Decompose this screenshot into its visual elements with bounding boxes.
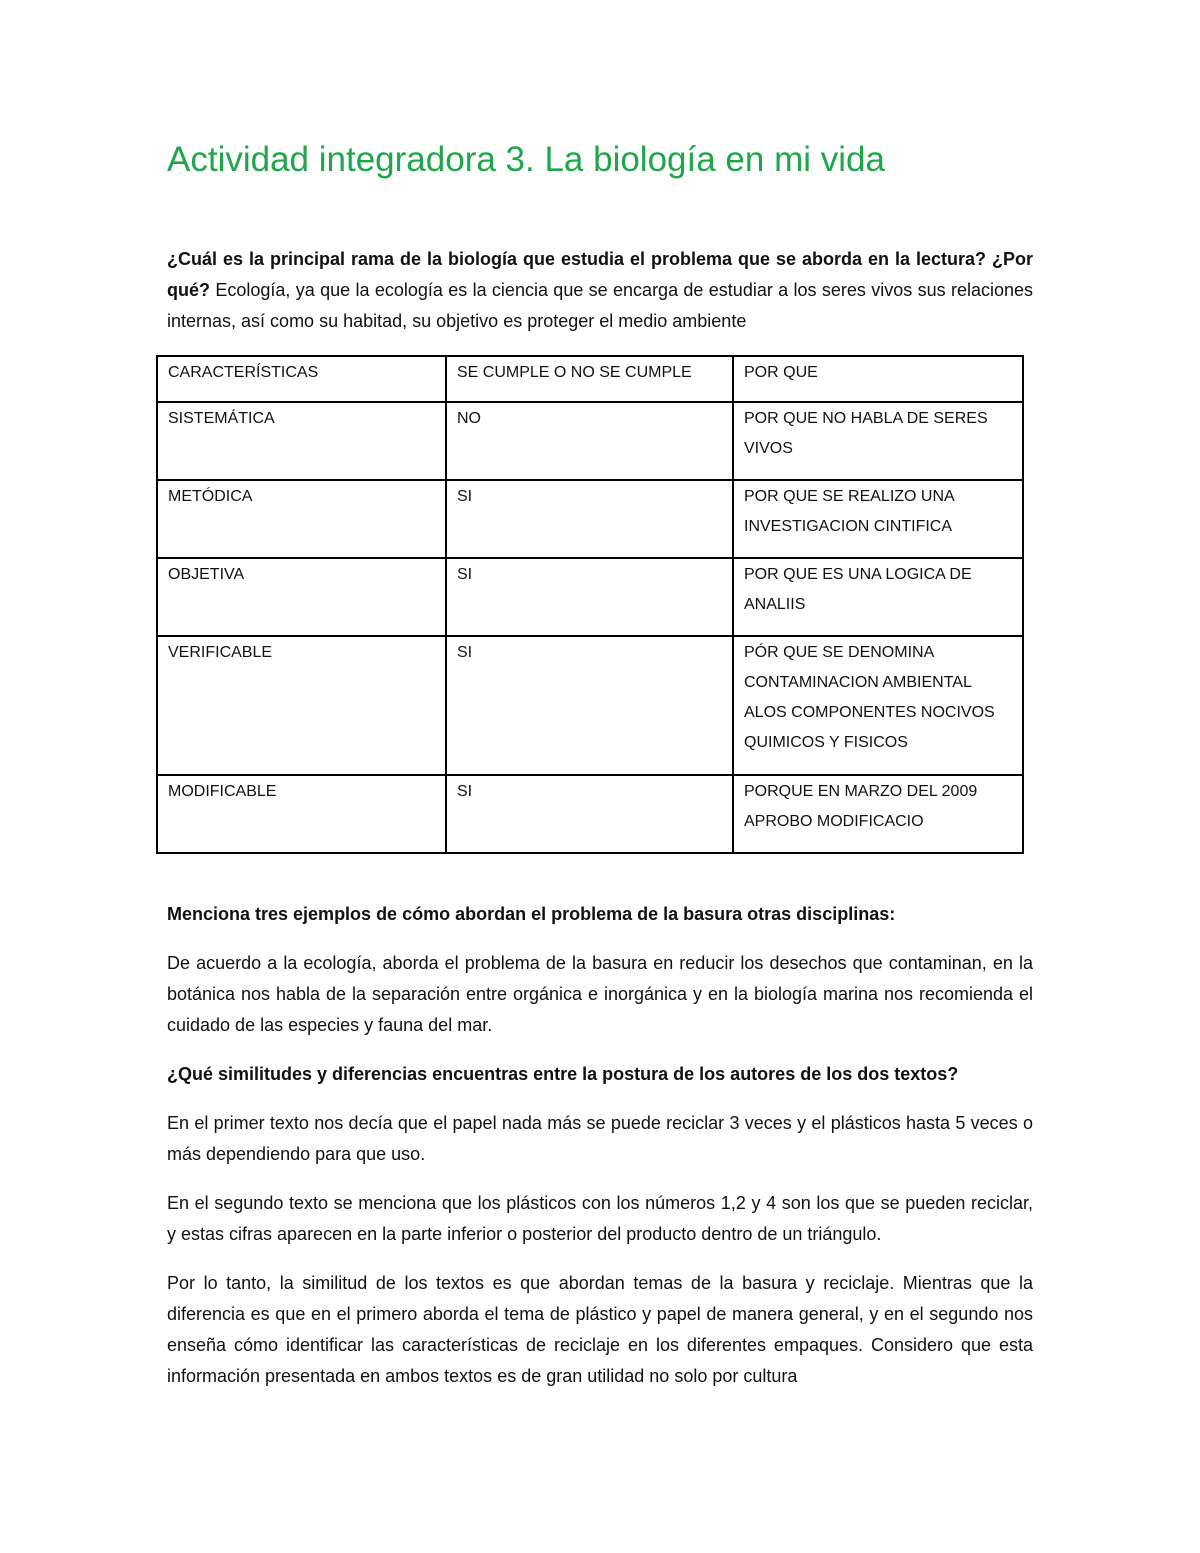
table-header-cell: CARACTERÍSTICAS <box>157 356 446 402</box>
section1-answer: De acuerdo a la ecología, aborda el problema de la basura en reducir los desechos que contaminan, en la botánica nos habla de la separación entre orgánica e inorgánica y en la biología marina nos recomienda el cuidado de las especies y fauna del mar. <box>167 953 1033 1035</box>
section2-paragraph-3: Por lo tanto, la similitud de los textos es que abordan temas de la basura y reciclaje. Mientras que la diferencia es que en el primero aborda el tema de plástico y papel de manera general, y en el segundo nos enseña cómo identificar las características de reciclaje en los diferentes empaques. Considero que esta información presentada en ambos textos es de gran utilidad no solo por cultura <box>167 1273 1033 1386</box>
section2-paragraph-1: En el primer texto nos decía que el papel nada más se puede reciclar 3 veces y el plásticos hasta 5 veces o más dependiendo para que uso. <box>167 1113 1033 1164</box>
section2-question: ¿Qué similitudes y diferencias encuentras entre la postura de los autores de los dos textos? <box>167 1064 959 1084</box>
table-cell: SISTEMÁTICA <box>157 402 446 480</box>
intro-paragraph <box>167 244 1033 337</box>
table-row <box>157 402 1023 480</box>
characteristics-table <box>156 355 1022 854</box>
table-cell: NO <box>446 402 733 480</box>
table-cell: PÓR QUE SE DENOMINA CONTAMINACION AMBIENTAL ALOS COMPONENTES NOCIVOS QUIMICOS Y FISICOS <box>733 636 1023 775</box>
table-cell: POR QUE SE REALIZO UNA INVESTIGACION CINTIFICA <box>733 480 1023 558</box>
section2-paragraph-2: En el segundo texto se menciona que los plásticos con los números 1,2 y 4 son los que se pueden reciclar, y estas cifras aparecen en la parte inferior o posterior del producto dentro de un triángulo. <box>167 1193 1033 1244</box>
document-title: Actividad integradora 3. La biología en mi vida <box>167 140 885 179</box>
table-row <box>157 775 1023 853</box>
intro-answer: Ecología, ya que la ecología es la ciencia que se encarga de estudiar a los seres vivos sus relaciones internas, así como su habitad, su objetivo es proteger el medio ambiente <box>167 280 1033 331</box>
table-header-cell: POR QUE <box>733 356 1023 402</box>
section1-question: Menciona tres ejemplos de cómo abordan el problema de la basura otras disciplinas: <box>167 904 896 924</box>
table-cell: METÓDICA <box>157 480 446 558</box>
table-header-cell: SE CUMPLE O NO SE CUMPLE <box>446 356 733 402</box>
intro-question: ¿Cuál es la principal rama de la biología que estudia el problema que se aborda en la lectura? ¿Por qué? <box>167 249 1033 300</box>
table-row <box>157 480 1023 558</box>
table-cell: SI <box>446 558 733 636</box>
table-cell: MODIFICABLE <box>157 775 446 853</box>
table-cell: POR QUE NO HABLA DE SERES VIVOS <box>733 402 1023 480</box>
table-header-row <box>157 356 1023 402</box>
table-row <box>157 636 1023 775</box>
table-cell: SI <box>446 480 733 558</box>
table-cell: PORQUE EN MARZO DEL 2009 APROBO MODIFICACIO <box>733 775 1023 853</box>
table-cell: VERIFICABLE <box>157 636 446 775</box>
table-cell: POR QUE ES UNA LOGICA DE ANALIIS <box>733 558 1023 636</box>
table-row <box>157 558 1023 636</box>
table-cell: SI <box>446 775 733 853</box>
table-cell: SI <box>446 636 733 775</box>
table-cell: OBJETIVA <box>157 558 446 636</box>
